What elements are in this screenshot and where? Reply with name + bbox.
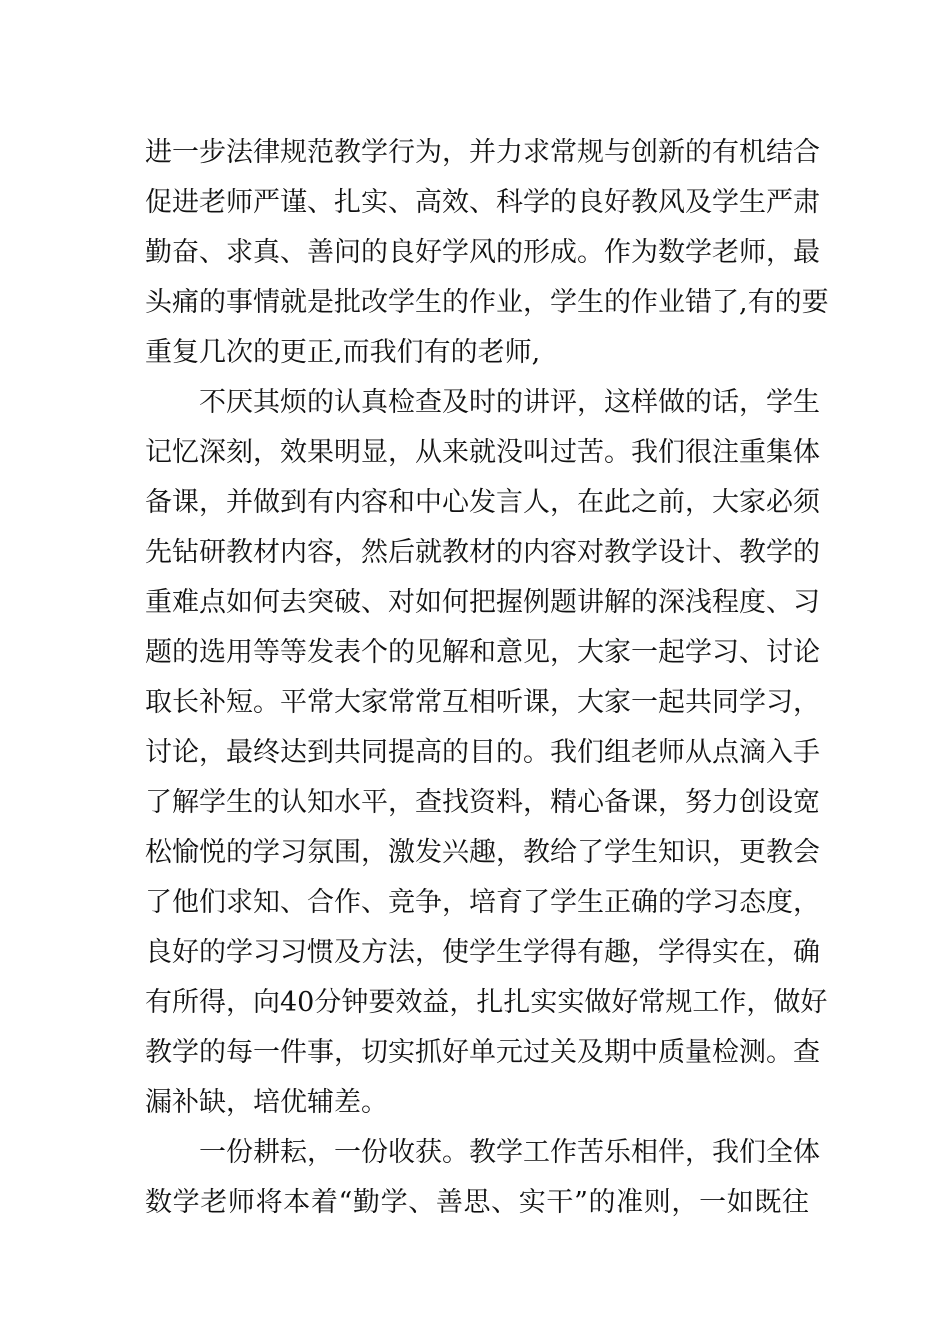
text-line: 漏补缺，培优辅差。 bbox=[145, 1087, 388, 1118]
text-line: 重复几次的更正,而我们有的老师, bbox=[145, 337, 541, 368]
paragraph-first-line: 不厌其烦的认真检查及时的讲评，这样做的话，学生 bbox=[199, 387, 820, 418]
text-line: 题的选用等等发表个的见解和意见，大家一起学习、讨论 bbox=[145, 637, 820, 668]
text-line: 促进老师严谨、扎实、高效、科学的良好教风及学生严肃 bbox=[145, 187, 820, 218]
text-line: 良好的学习习惯及方法，使学生学得有趣，学得实在，确 bbox=[145, 937, 820, 968]
text-line: 勤奋、求真、善问的良好学风的形成。作为数学老师，最 bbox=[145, 237, 820, 268]
text-line: 松愉悦的学习氛围，激发兴趣，教给了学生知识，更教会 bbox=[145, 837, 820, 868]
paragraph-first-line: 一份耕耘，一份收获。教学工作苦乐相伴，我们全体 bbox=[199, 1137, 820, 1168]
text-line: 数学老师将本着“勤学、善思、实干”的准则，一如既往 bbox=[145, 1187, 809, 1218]
text-line: 先钻研教材内容，然后就教材的内容对教学设计、教学的 bbox=[145, 537, 820, 568]
text-line: 记忆深刻，效果明显，从来就没叫过苦。我们很注重集体 bbox=[145, 437, 820, 468]
text-line: 了解学生的认知水平，查找资料，精心备课，努力创设宽 bbox=[145, 787, 820, 818]
text-line: 重难点如何去突破、对如何把握例题讲解的深浅程度、习 bbox=[145, 587, 820, 618]
text-line: 讨论，最终达到共同提高的目的。我们组老师从点滴入手 bbox=[145, 737, 820, 768]
text-line: 取长补短。平常大家常常互相听课，大家一起共同学习， bbox=[145, 687, 820, 718]
text-line: 头痛的事情就是批改学生的作业，学生的作业错了,有的要 bbox=[145, 287, 829, 318]
text-line: 备课，并做到有内容和中心发言人，在此之前，大家必须 bbox=[145, 487, 820, 518]
text-line: 教学的每一件事，切实抓好单元过关及期中质量检测。查 bbox=[145, 1037, 820, 1068]
text-line: 有所得，向40分钟要效益，扎扎实实做好常规工作，做好 bbox=[145, 987, 828, 1018]
text-line: 了他们求知、合作、竞争，培育了学生正确的学习态度， bbox=[145, 887, 820, 918]
text-line: 进一步法律规范教学行为，并力求常规与创新的有机结合 bbox=[145, 137, 820, 168]
